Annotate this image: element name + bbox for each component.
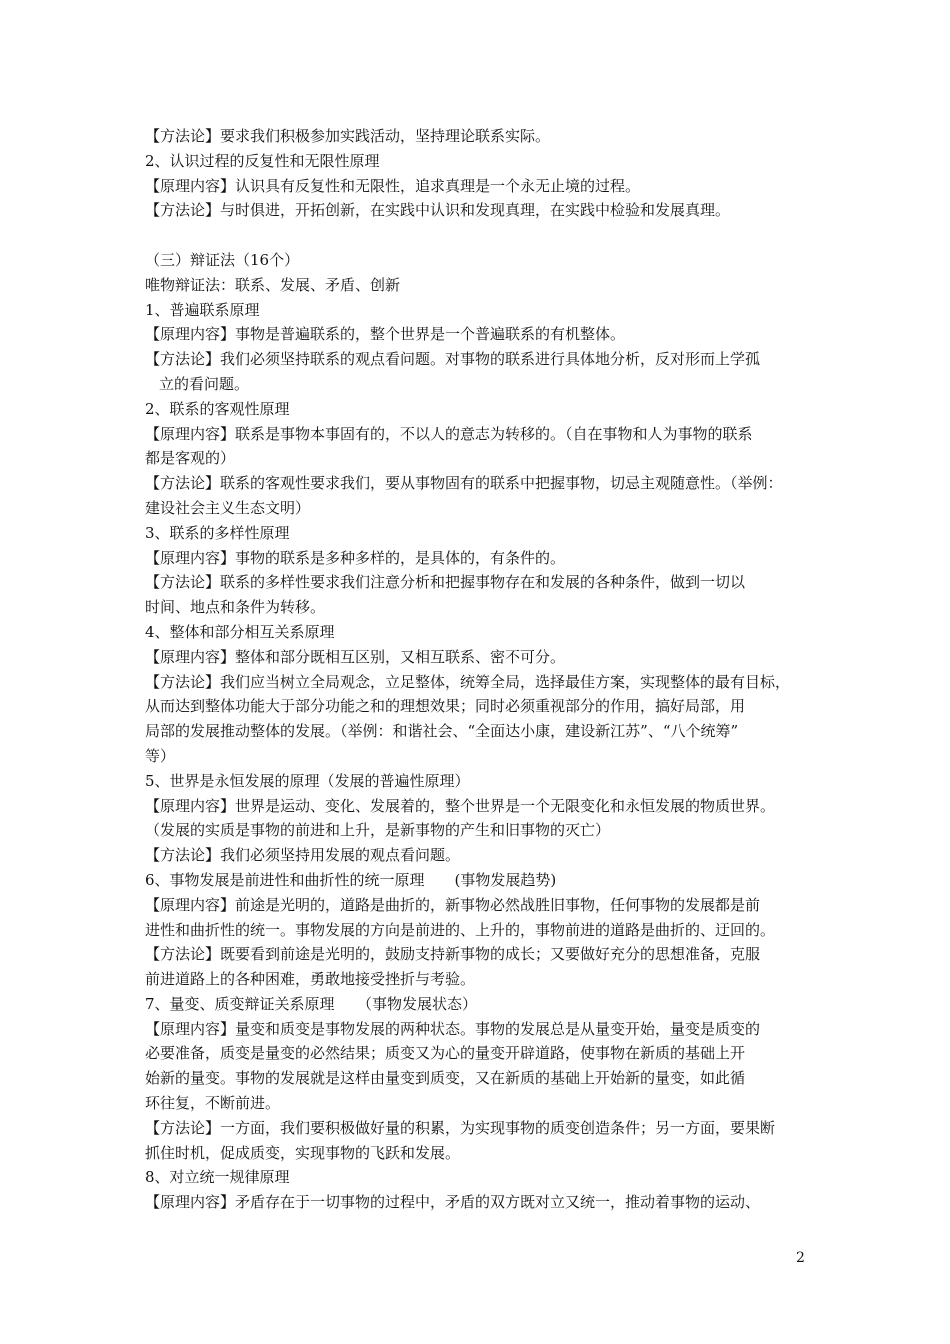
text-line: 立的看问题。: [159, 374, 250, 393]
blank-line: [145, 223, 817, 248]
text-line: 5、世界是永恒发展的原理（发展的普遍性原理）: [145, 771, 470, 790]
text-line: 进性和曲折性的统一。事物发展的方向是前进的、上升的，事物前进的道路是曲折的、迂回的。: [145, 920, 776, 939]
text-line: 【方法论】既要看到前途是光明的，鼓励支持新事物的成长；又要做好充分的思想准备，克服: [145, 945, 761, 964]
text-line: 6、事物发展是前进性和曲折性的统一原理 (事物发展趋势): [145, 870, 557, 889]
text-line: 【原理内容】联系是事物本事固有的，不以人的意志为转移的。（自在事物和人为事物的联系: [145, 424, 753, 443]
text-line: 必要准备，质变是量变的必然结果；质变又为心的量变开辟道路，使事物在新质的基础上开: [145, 1044, 746, 1063]
text-line: 抓住时机，促成质变，实现事物的飞跃和发展。: [145, 1143, 461, 1162]
text-line: 【原理内容】事物是普遍联系的，整个世界是一个普遍联系的有机整体。: [145, 325, 626, 344]
text-line: 【原理内容】前途是光明的，道路是曲折的，新事物必然战胜旧事物，任何事物的发展都是前: [145, 895, 761, 914]
text-line: 从而达到整体功能大于部分功能之和的理想效果；同时必须重视部分的作用，搞好局部，用: [145, 697, 746, 716]
text-line: 都是客观的）: [145, 449, 236, 468]
text-line: 【原理内容】世界是运动、变化、发展着的，整个世界是一个无限变化和永恒发展的物质世界。: [145, 796, 776, 815]
text-line: 环往复，不断前进。: [145, 1094, 281, 1113]
text-line: 【方法论】我们应当树立全局观念，立足整体，统筹全局，选择最佳方案，实现整体的最有目标，: [145, 672, 791, 691]
text-line: 2、认识过程的反复性和无限性原理: [145, 151, 380, 170]
text-line: 局部的发展推动整体的发展。（举例：和谐社会、“全面达小康，建设新江苏”、“八个统筹”: [145, 722, 739, 741]
text-line: 【原理内容】量变和质变是事物发展的两种状态。事物的发展总是从量变开始，量变是质变的: [145, 1019, 761, 1038]
text-line: 【方法论】一方面，我们要积极做好量的积累，为实现事物的质变创造条件；另一方面，要果断: [145, 1118, 776, 1137]
text-line: 8、对立统一规律原理: [145, 1168, 290, 1187]
text-line: 7、量变、质变辩证关系原理 （事物发展状态）: [145, 994, 478, 1013]
page-body: [145, 124, 817, 1215]
text-line: 【原理内容】矛盾存在于一切事物的过程中，矛盾的双方既对立又统一，推动着事物的运动、: [145, 1193, 761, 1212]
text-line: 2、联系的客观性原理: [145, 399, 290, 418]
text-line: 1、普遍联系原理: [145, 300, 260, 319]
text-line: 时间、地点和条件为转移。: [145, 598, 326, 617]
text-line: 【方法论】联系的客观性要求我们，要从事物固有的联系中把握事物，切忌主观随意性。（举例：: [145, 474, 783, 493]
text-line: 【方法论】联系的多样性要求我们注意分析和把握事物存在和发展的各种条件，做到一切以: [145, 573, 746, 592]
text-line: 4、整体和部分相互关系原理: [145, 622, 335, 641]
text-line: 【原理内容】整体和部分既相互区别，又相互联系、密不可分。: [145, 647, 566, 666]
text-line: 3、联系的多样性原理: [145, 523, 290, 542]
text-line: 建设社会主义生态文明）: [145, 498, 311, 517]
text-line: 唯物辩证法：联系、发展、矛盾、创新: [145, 275, 401, 294]
text-line: （三）辩证法（16个）: [145, 250, 300, 269]
text-line: 【方法论】要求我们积极参加实践活动，坚持理论联系实际。: [145, 127, 551, 145]
text-line: 【方法论】我们必须坚持联系的观点看问题。对事物的联系进行具体地分析，反对形而上学孤: [145, 350, 761, 369]
text-line: 等）: [145, 746, 176, 765]
text-line: 【原理内容】事物的联系是多种多样的，是具体的，有条件的。: [145, 548, 566, 567]
text-line: 【原理内容】认识具有反复性和无限性，追求真理是一个永无止境的过程。: [145, 176, 641, 195]
text-line: 【方法论】我们必须坚持用发展的观点看问题。: [145, 846, 461, 865]
page-number: 2: [796, 1250, 805, 1266]
text-line: 前进道路上的各种困难，勇敢地接受挫折与考验。: [145, 970, 476, 989]
text-line: 始新的量变。事物的发展就是这样由量变到质变，又在新质的基础上开始新的量变，如此循: [145, 1069, 746, 1088]
text-line: 【方法论】与时俱进，开拓创新，在实践中认识和发现真理，在实践中检验和发展真理。: [145, 201, 731, 220]
text-line: （发展的实质是事物的前进和上升，是新事物的产生和旧事物的灭亡）: [145, 821, 611, 840]
